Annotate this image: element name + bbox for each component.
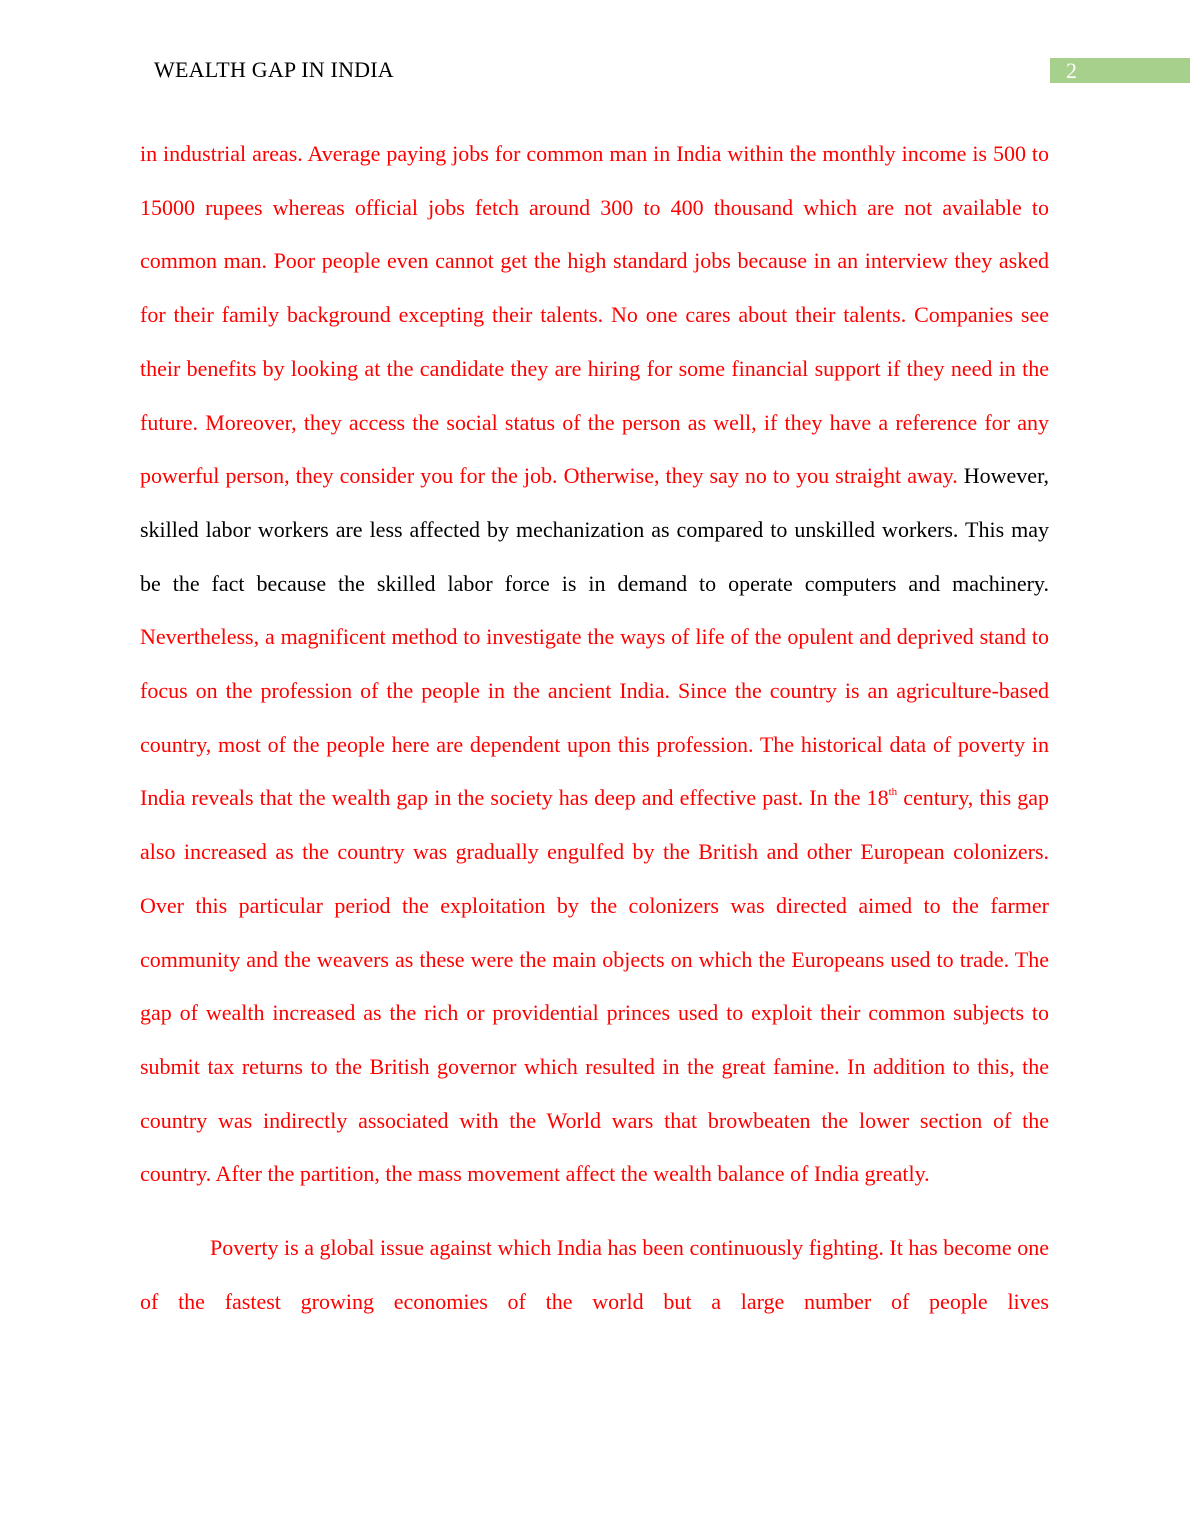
paragraph-1: [140, 127, 1049, 1201]
page-number: 2: [1066, 58, 1077, 83]
paragraph-2-text: Poverty is a global issue against which India has been continuously fighting. It has become one of the fastest growing economies of the world but a large number of people lives: [140, 1235, 1049, 1314]
paragraph-2: [140, 1221, 1049, 1328]
paragraph-1-segment-3: Nevertheless, a magnificent method to investigate the ways of life of the opulent and deprived stand to focus on the profession of the people in the ancient India. Since the country is an agriculture-based country, most of the people here are dependent upon this profession. The historical data of poverty in India reveals that the wealth gap in the society has deep and effective past. In the 18: [140, 624, 1049, 811]
paragraph-1-segment-4: century, this gap also increased as the country was gradually engulfed by the British and other European colonizers. Over this particular period the exploitation by the colonizers was directed aimed to the farmer community and the weavers as these were the main objects on which the Europeans used to trade. The gap of wealth increased as the rich or providential princes used to exploit their common subjects to submit tax returns to the British governor which resulted in the great famine. In addition to this, the country was indirectly associated with the World wars that browbeaten the lower section of the country. After the partition, the mass movement affect the wealth balance of India greatly.: [140, 785, 1050, 1187]
paragraph-1-segment-1: in industrial areas. Average paying jobs for common man in India within the monthly income is 500 to 15000 rupees whereas official jobs fetch around 300 to 400 thousand which are not available to common man. Poor people even cannot get the high standard jobs because in an interview they asked for their family background excepting their talents. No one cares about their talents. Companies see their benefits by looking at the candidate they are hiring for some financial support if they need in the future. Moreover, they access the social status of the person as well, if they have a reference for any powerful person, they consider you for the job. Otherwise, they say no to you straight away.: [140, 141, 1049, 489]
ordinal-superscript: th: [888, 786, 898, 799]
header-title: WEALTH GAP IN INDIA: [154, 57, 394, 82]
page-number-badge: [1050, 58, 1190, 83]
paragraph-1-segment-2: However, skilled labor workers are less affected by mechanization as compared to unskilled workers. This may be the fact because the skilled labor force is in demand to operate computers and machinery.: [140, 463, 1050, 596]
document-body: [140, 127, 1049, 1328]
